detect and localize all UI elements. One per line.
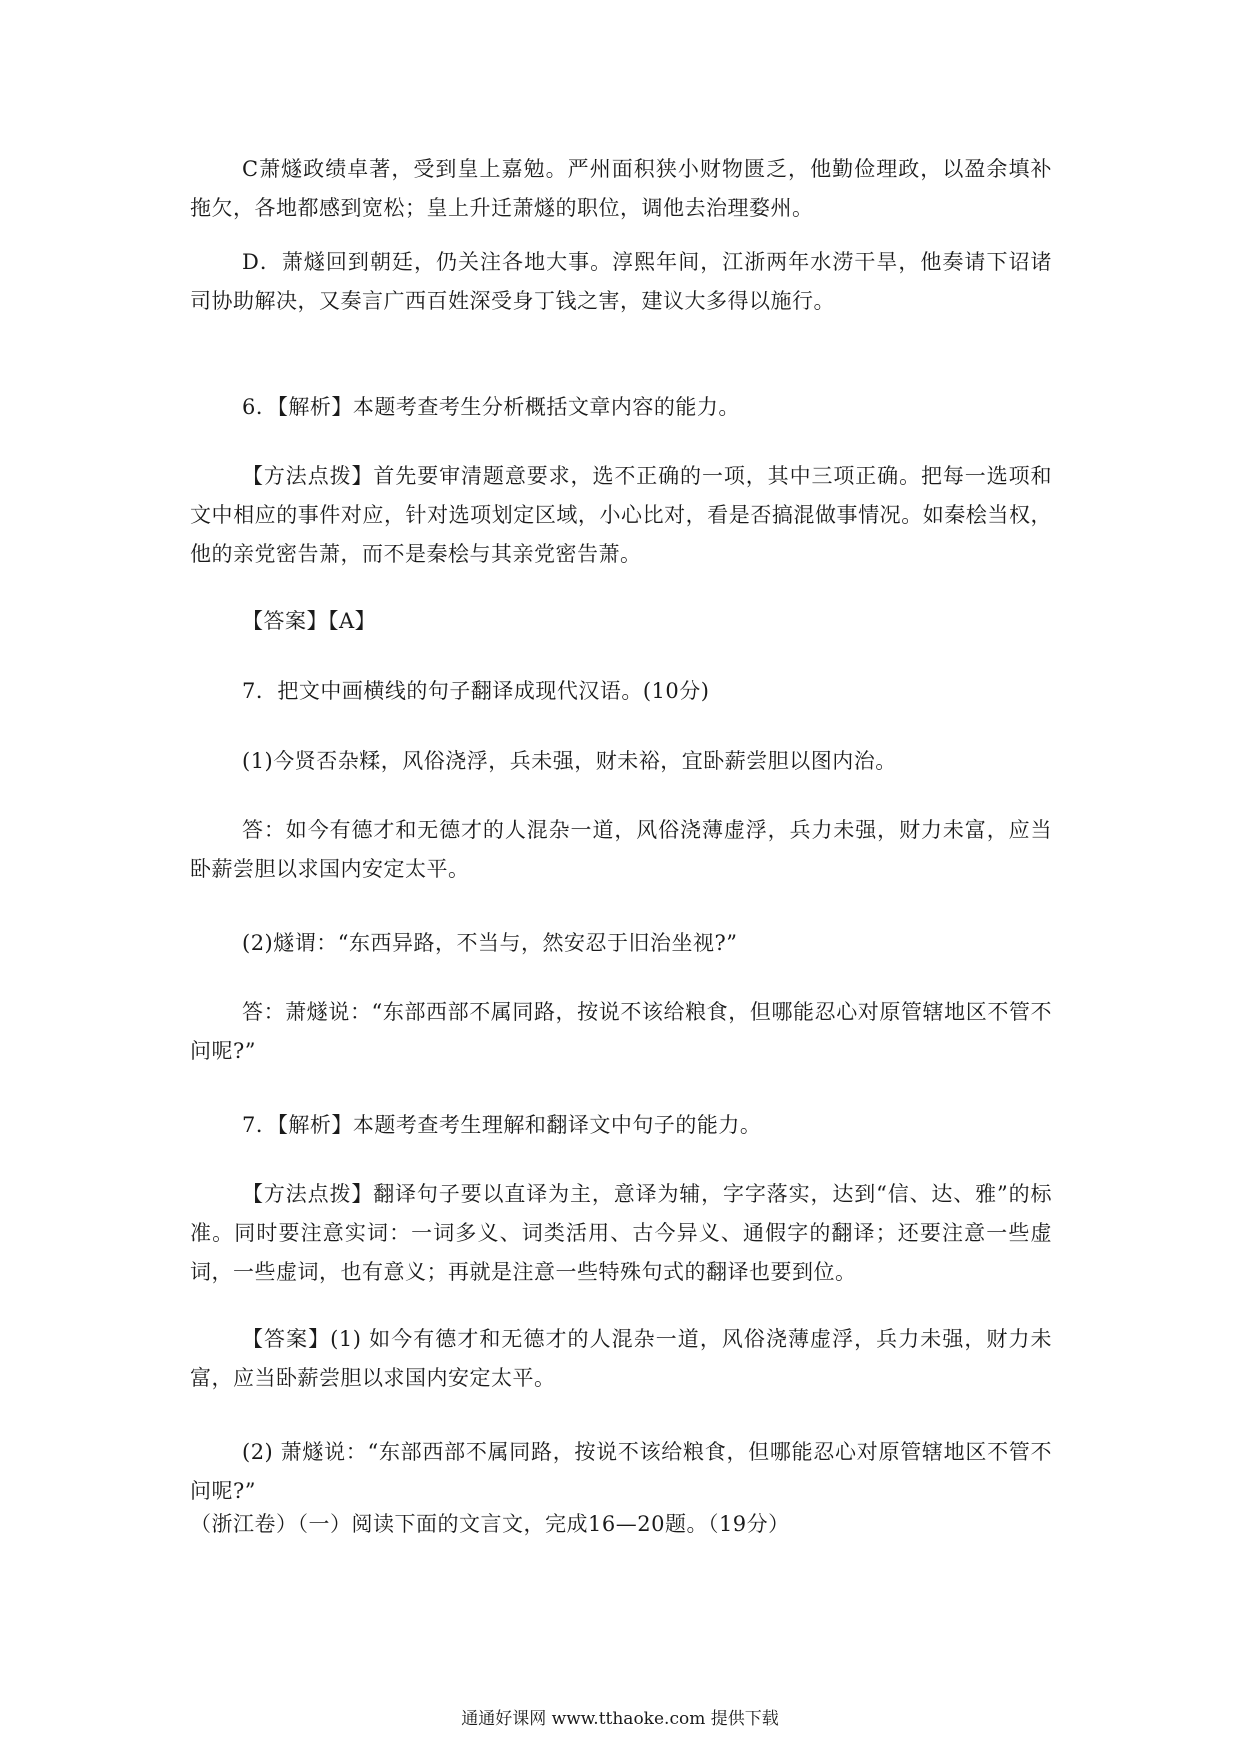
paragraph-option-c: C萧燧政绩卓著，受到皇上嘉勉。严州面积狭小财物匮乏，他勤俭理政，以盈余填补拖欠，各地都感到宽松；皇上升迁萧燧的职位，调他去治理婺州。 [190, 157, 1052, 220]
paragraph-translation-1: 答：如今有德才和无德才的人混杂一道，风俗浇薄虚浮，兵力未强，财力未富，应当卧薪尝胆以求国内安定太平。 [190, 818, 1052, 881]
paragraph-option-d: D．萧燧回到朝廷，仍关注各地大事。淳熙年间，江浙两年水涝干旱，他奏请下诏诸司协助解决，又奏言广西百姓深受身丁钱之害，建议大多得以施行。 [190, 250, 1052, 313]
paragraph-method-6: 【方法点拨】首先要审清题意要求，选不正确的一项，其中三项正确。把每一选项和文中相应的事件对应，针对选项划定区域，小心比对，看是否搞混做事情况。如秦桧当权，他的亲党密告萧，而不是秦桧与其亲党密告萧。 [190, 464, 1052, 566]
paragraph-analysis-6: 6．【解析】本题考查考生分析概括文章内容的能力。 [242, 395, 740, 419]
paragraph-sentence-2: (2)燧谓：“东西异路，不当与，然安忍于旧治坐视?” [242, 931, 738, 955]
paragraph-answer-7-part-2: (2) 萧燧说：“东部西部不属同路，按说不该给粮食，但哪能忍心对原管辖地区不管不问呢?” [190, 1440, 1052, 1503]
paragraph-sentence-1: (1)今贤否杂糅，风俗浇浮，兵未强，财未裕，宜卧薪尝胆以图内治。 [242, 749, 897, 773]
paragraph-answer-7-part-1: 【答案】(1) 如今有德才和无德才的人混杂一道，风俗浇薄虚浮，兵力未强，财力未富，应当卧薪尝胆以求国内安定太平。 [190, 1327, 1052, 1390]
paragraph-analysis-7: 7．【解析】本题考查考生理解和翻译文中句子的能力。 [242, 1113, 762, 1137]
paragraph-zhejiang-heading: （浙江卷）（一）阅读下面的文言文，完成16—20题。（19分） [190, 1512, 790, 1536]
paragraph-translation-2: 答：萧燧说：“东部西部不属同路，按说不该给粮食，但哪能忍心对原管辖地区不管不问呢?” [190, 1000, 1052, 1063]
page-footer: 通通好课网 www.tthaoke.com 提供下载 [461, 1709, 779, 1729]
paragraph-question-7: 7．把文中画横线的句子翻译成现代汉语。(10分) [242, 679, 710, 703]
paragraph-method-7: 【方法点拨】翻译句子要以直译为主，意译为辅，字字落实，达到“信、达、雅”的标准。同时要注意实词：一词多义、词类活用、古今异义、通假字的翻译；还要注意一些虚词，一些虚词，也有意义；再就是注意一些特殊句式的翻译也要到位。 [190, 1182, 1052, 1284]
paragraph-answer-6: 【答案】【A】 [242, 609, 377, 633]
